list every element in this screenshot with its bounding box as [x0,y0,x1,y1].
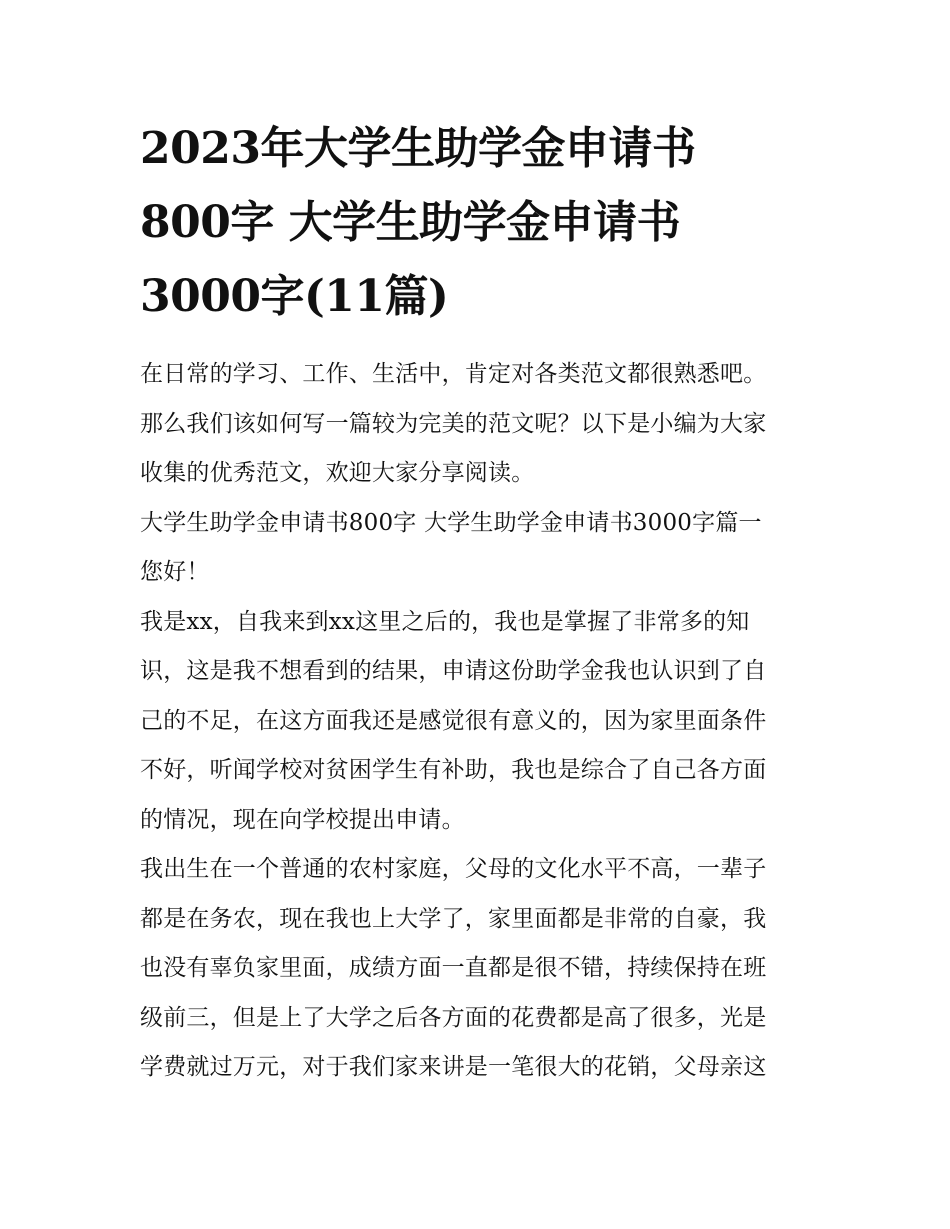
intro-paragraph [140,350,820,499]
paragraph-line: 您好！ [140,559,210,585]
body-paragraph-1 [140,598,820,846]
section-heading [140,499,820,549]
paragraph-line: 大学生助学金申请书800字 大学生助学金申请书3000字篇一 [140,509,762,536]
paragraph-line: 在日常的学习、工作、生活中，肯定对各类范文都很熟悉吧。 [140,361,767,387]
body-paragraph-2 [140,845,820,1093]
paragraph-line: 识，这是我不想看到的结果，申请这份助学金我也认识到了自 [140,658,767,684]
paragraph-line: 我是xx，自我来到xx这里之后的，我也是掌握了非常多的知 [140,608,750,635]
paragraph-line: 也没有辜负家里面，成绩方面一直都是很不错，持续保持在班 [140,955,767,981]
paragraph-line: 我出生在一个普通的农村家庭，父母的文化水平不高，一辈子 [140,856,767,882]
paragraph-line: 己的不足，在这方面我还是感觉很有意义的，因为家里面条件 [140,707,767,734]
paragraph-line: 级前三，但是上了大学之后各方面的花费都是高了很多，光是 [140,1004,767,1031]
document-title [140,112,820,334]
paragraph-line: 都是在务农，现在我也上大学了，家里面都是非常的自豪，我 [140,905,767,932]
paragraph-line: 那么我们该如何写一篇较为完美的范文呢？以下是小编为大家 [140,410,767,437]
title-line-2: 800字 大学生助学金申请书 [140,197,681,248]
title-line-1: 2023年大学生助学金申请书 [140,123,696,174]
paragraph-line: 的情况，现在向学校提出申请。 [140,806,465,833]
paragraph-line: 学费就过万元，对于我们家来讲是一笔很大的花销，父母亲这 [140,1054,767,1080]
paragraph-line: 不好，听闻学校对贫困学生有补助，我也是综合了自己各方面 [140,757,767,783]
document-page [140,112,820,1093]
paragraph-line: 收集的优秀范文，欢迎大家分享阅读。 [140,460,535,486]
greeting-paragraph [140,548,820,598]
title-line-3: 3000字(11篇) [140,271,449,322]
